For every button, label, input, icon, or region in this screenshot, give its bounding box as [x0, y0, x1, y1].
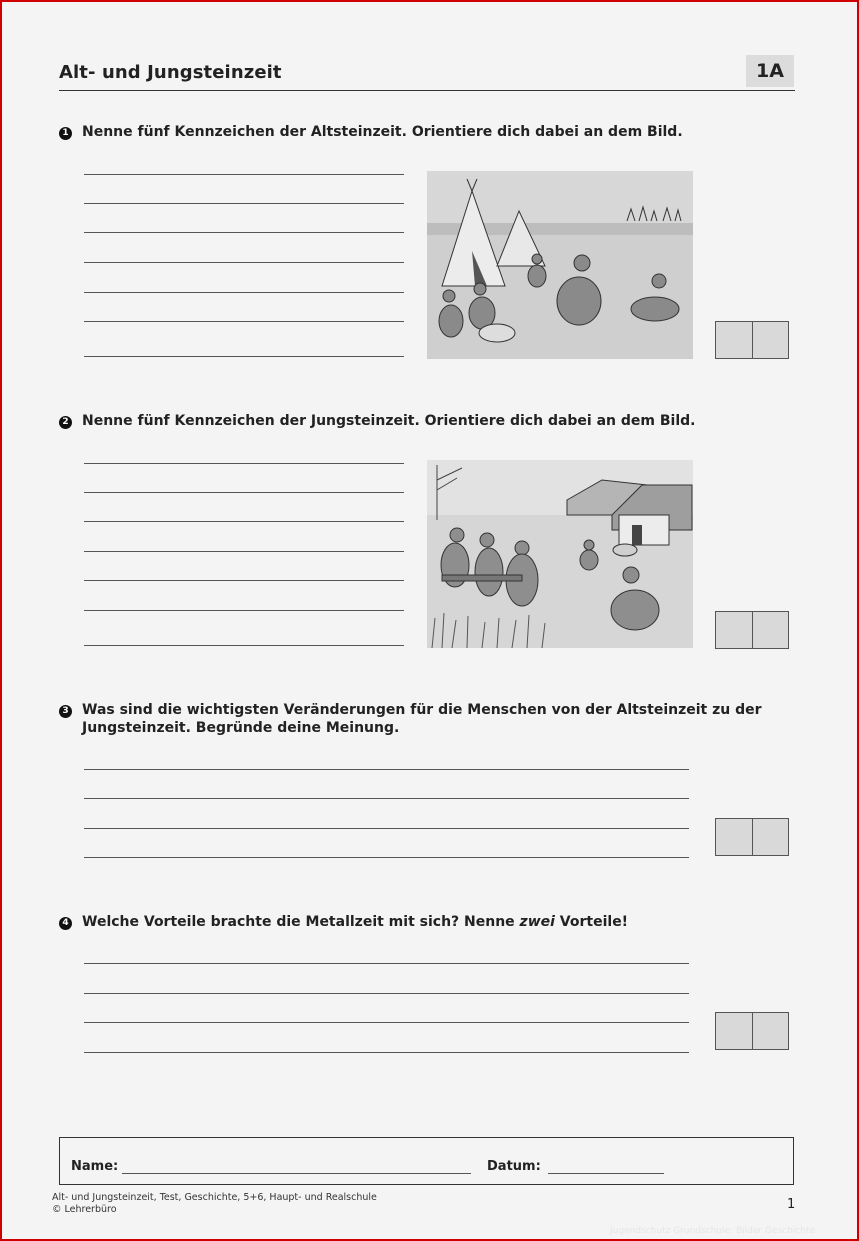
question-3 — [59, 701, 762, 737]
answer-line[interactable] — [84, 203, 404, 204]
question-text: Nenne fünf Kennzeichen der Jungsteinzeit. Orientiere dich dabei an dem Bild. — [82, 413, 696, 429]
question-1 — [59, 123, 683, 141]
score-box — [715, 321, 789, 359]
answer-line[interactable] — [84, 580, 404, 581]
question-number-badge: 2 — [59, 416, 72, 429]
footer-copyright: © Lehrerbüro — [52, 1204, 117, 1215]
score-box — [715, 611, 789, 649]
question-number-badge: 1 — [59, 127, 72, 140]
name-label: Name: — [71, 1159, 119, 1174]
answer-line[interactable] — [84, 174, 404, 175]
answer-line[interactable] — [84, 492, 404, 493]
answer-line[interactable] — [84, 463, 404, 464]
score-box — [715, 818, 789, 856]
answer-line[interactable] — [84, 262, 404, 263]
answer-line[interactable] — [84, 521, 404, 522]
answer-line[interactable] — [84, 356, 404, 357]
answer-line[interactable] — [84, 292, 404, 293]
footer-source: Alt- und Jungsteinzeit, Test, Geschichte, 5+6, Haupt- und Realschule — [52, 1192, 377, 1203]
answer-line[interactable] — [84, 232, 404, 233]
question-text-line-1: Was sind die wichtigsten Veränderungen für die Menschen von der Altsteinzeit zu der — [82, 702, 762, 718]
answer-line[interactable] — [84, 1052, 689, 1053]
question-number-badge: 4 — [59, 917, 72, 930]
answer-line[interactable] — [84, 963, 689, 964]
question-4 — [59, 913, 628, 931]
name-field[interactable] — [122, 1173, 471, 1174]
answer-line[interactable] — [84, 1022, 689, 1023]
answer-line[interactable] — [84, 321, 404, 322]
answer-line[interactable] — [84, 610, 404, 611]
answer-line[interactable] — [84, 645, 404, 646]
page-number: 1 — [787, 1197, 796, 1212]
question-text: Welche Vorteile brachte die Metallzeit mit sich? Nenne — [82, 914, 520, 930]
answer-line[interactable] — [84, 993, 689, 994]
question-emphasis: zwei — [519, 914, 555, 930]
question-2 — [59, 412, 695, 430]
answer-line[interactable] — [84, 857, 689, 858]
question-number-badge: 3 — [59, 705, 72, 718]
date-field[interactable] — [548, 1173, 664, 1174]
name-date-box — [59, 1137, 794, 1185]
date-label: Datum: — [487, 1159, 541, 1174]
watermark: Jugendschutz Grundschule: Bilder Geschichte — [610, 1226, 816, 1236]
footer — [52, 1192, 377, 1216]
question-text: Nenne fünf Kennzeichen der Altsteinzeit. Orientiere dich dabei an dem Bild. — [82, 124, 683, 140]
title-rule — [59, 90, 795, 91]
answer-line[interactable] — [84, 798, 689, 799]
answer-line[interactable] — [84, 828, 689, 829]
answer-line[interactable] — [84, 551, 404, 552]
question-text-line-2: Jungsteinzeit. Begründe deine Meinung. — [82, 720, 400, 736]
score-box — [715, 1012, 789, 1050]
answer-line[interactable] — [84, 769, 689, 770]
paleolithic-illustration — [427, 171, 693, 359]
neolithic-illustration — [427, 460, 693, 648]
page-title: Alt- und Jungsteinzeit — [59, 62, 282, 83]
test-code-badge: 1A — [746, 55, 794, 87]
question-text-end: Vorteile! — [554, 914, 629, 930]
